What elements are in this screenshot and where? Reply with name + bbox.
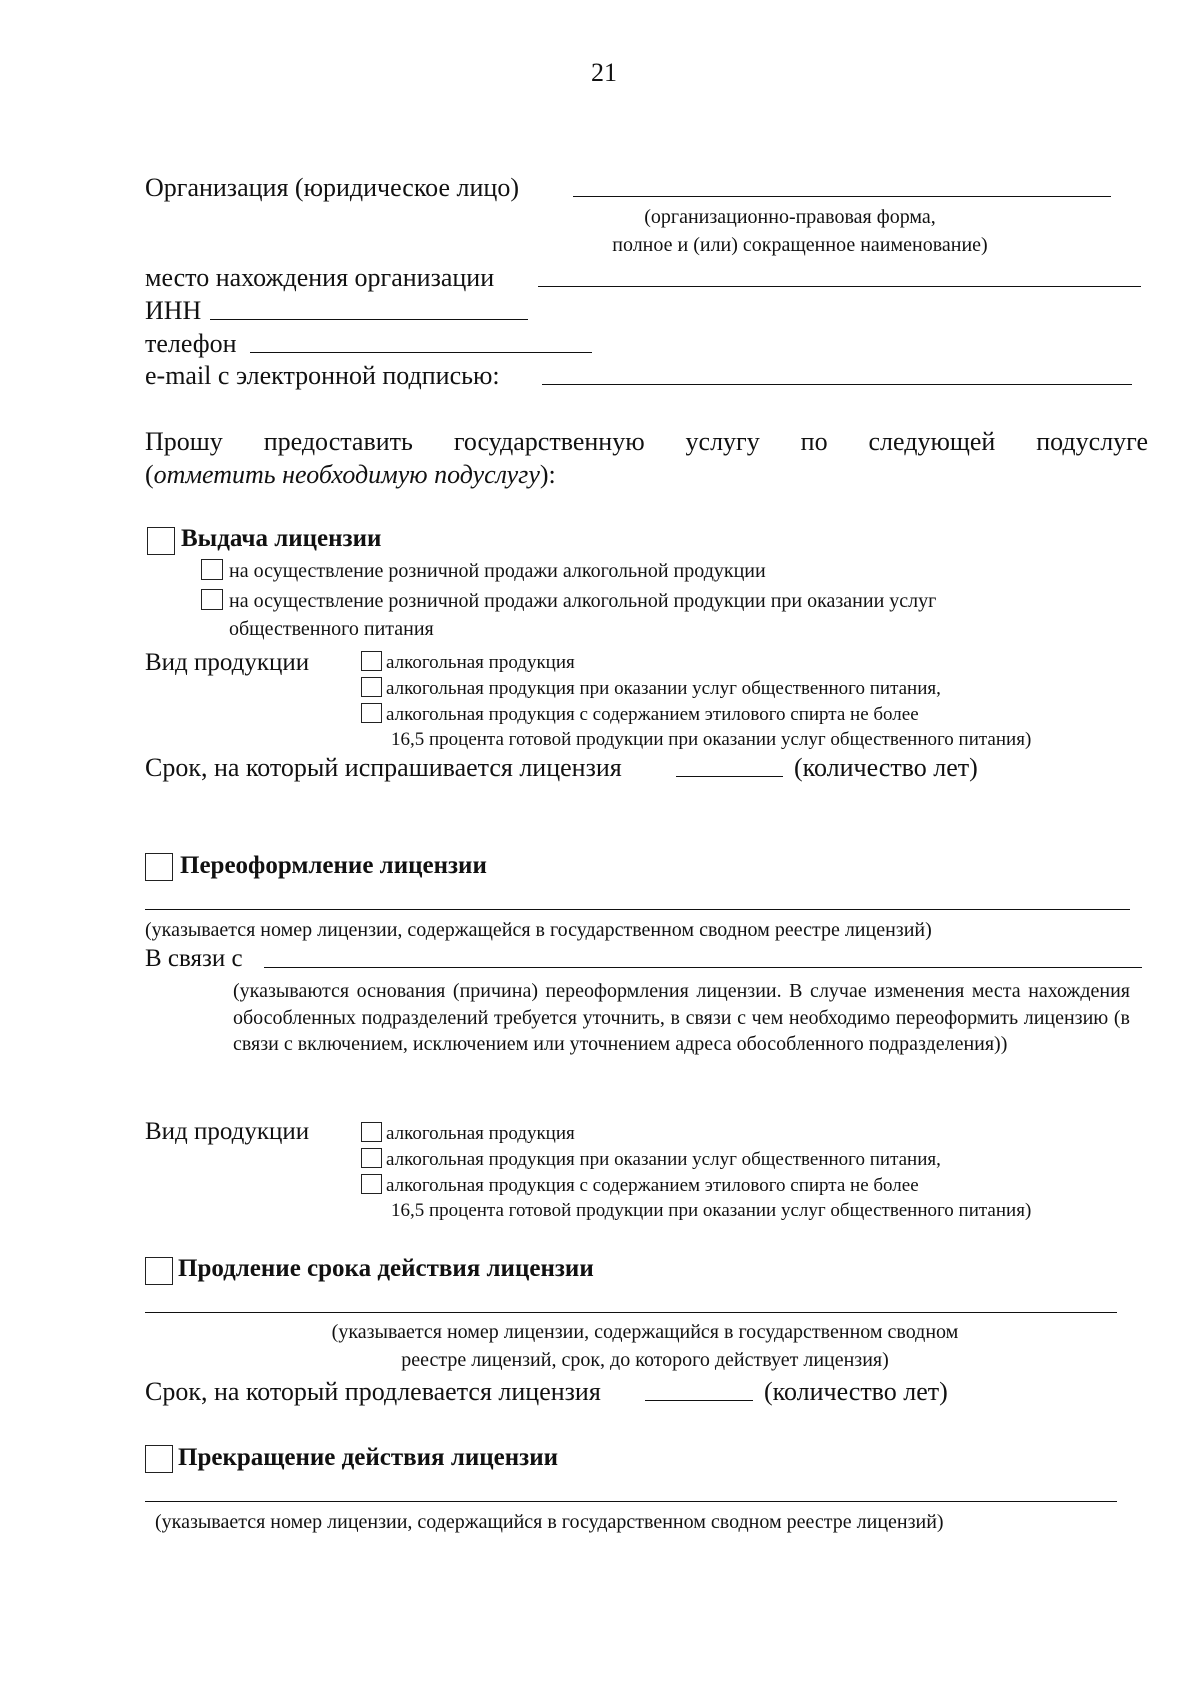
terminate-hint: (указывается номер лицензии, содержащийся в государственном сводном реестре лицензий): [155, 1511, 944, 1533]
location-label: место нахождения организации: [145, 263, 495, 292]
phone-label: телефон: [145, 329, 237, 358]
email-label: e-mail с электронной подписью:: [145, 361, 500, 390]
issue-term-suffix: (количество лет): [794, 753, 978, 782]
reissue-product-low-label-1: алкогольная продукция с содержанием этилового спирта не более: [386, 1175, 919, 1196]
extend-license-checkbox[interactable]: [145, 1257, 173, 1285]
issue-catering-checkbox[interactable]: [201, 589, 223, 610]
reissue-product-alcohol-checkbox[interactable]: [361, 1122, 382, 1142]
issue-product-catering-label: алкогольная продукция при оказании услуг общественного питания,: [386, 678, 941, 699]
inn-label: ИНН: [145, 296, 202, 325]
page-number: 21: [591, 58, 617, 87]
reissue-product-alcohol-label: алкогольная продукция: [386, 1123, 575, 1144]
request-line-1: Прошу предоставить государственную услугу по следующей подуслуге: [145, 427, 1149, 456]
reissue-reason-field[interactable]: [264, 967, 1142, 968]
issue-catering-label-1: на осуществление розничной продажи алкогольной продукции при оказании услуг: [229, 590, 937, 612]
reissue-product-low-checkbox[interactable]: [361, 1174, 382, 1194]
terminate-license-checkbox[interactable]: [145, 1445, 173, 1473]
inn-field[interactable]: [210, 319, 528, 320]
request-line-2: (отметить необходимую подуслугу):: [145, 460, 556, 489]
issue-term-label: Срок, на который испрашивается лицензия: [145, 753, 622, 782]
reissue-product-catering-checkbox[interactable]: [361, 1148, 382, 1168]
extend-number-field[interactable]: [145, 1312, 1117, 1313]
issue-product-low-checkbox[interactable]: [361, 703, 382, 723]
issue-product-catering-checkbox[interactable]: [361, 677, 382, 697]
reissue-product-catering-label: алкогольная продукция при оказании услуг общественного питания,: [386, 1149, 941, 1170]
issue-product-low-label-2: 16,5 процента готовой продукции при оказании услуг общественного питания): [391, 729, 1032, 750]
reissue-reason-label: В связи с: [145, 945, 243, 972]
reissue-number-hint: (указывается номер лицензии, содержащейся в государственном сводном реестре лицензий): [145, 919, 932, 941]
extend-license-title: Продление срока действия лицензии: [178, 1255, 594, 1282]
org-field[interactable]: [573, 196, 1111, 197]
location-field[interactable]: [538, 286, 1141, 287]
reissue-number-field[interactable]: [145, 909, 1130, 910]
issue-catering-label-2: общественного питания: [229, 618, 434, 640]
issue-retail-checkbox[interactable]: [201, 559, 223, 580]
issue-product-label: Вид продукции: [145, 649, 310, 676]
issue-license-checkbox[interactable]: [147, 527, 175, 555]
reissue-license-checkbox[interactable]: [145, 853, 173, 881]
issue-term-field[interactable]: [676, 776, 783, 777]
reissue-license-title: Переоформление лицензии: [180, 852, 487, 879]
reissue-reason-hint: (указываются основания (причина) переоформления лицензии. В случае изменения места нахождения обособленных подразделений требуется уточнить, в связи с чем необходимо переоформить лицензию (в связи с включением, исключением или уточнением адреса обособленного подразделения)): [233, 980, 1130, 1055]
org-label: Организация (юридическое лицо): [145, 173, 519, 202]
extend-term-suffix: (количество лет): [764, 1377, 948, 1406]
extend-hint-2: реестре лицензий, срок, до которого действует лицензия): [401, 1349, 889, 1371]
issue-product-alcohol-checkbox[interactable]: [361, 651, 382, 671]
issue-license-title: Выдача лицензии: [181, 525, 382, 552]
reissue-product-low-label-2: 16,5 процента готовой продукции при оказании услуг общественного питания): [391, 1200, 1032, 1221]
phone-field[interactable]: [250, 352, 592, 353]
extend-hint-1: (указывается номер лицензии, содержащийся в государственном сводном: [331, 1321, 959, 1343]
reissue-product-label: Вид продукции: [145, 1118, 310, 1145]
extend-term-field[interactable]: [645, 1400, 753, 1401]
email-field[interactable]: [542, 384, 1132, 385]
issue-retail-label: на осуществление розничной продажи алкогольной продукции: [229, 560, 766, 582]
org-hint-2: полное и (или) сокращенное наименование): [612, 234, 988, 256]
terminate-license-title: Прекращение действия лицензии: [178, 1444, 559, 1471]
terminate-number-field[interactable]: [145, 1501, 1117, 1502]
issue-product-alcohol-label: алкогольная продукция: [386, 652, 575, 673]
extend-term-label: Срок, на который продлевается лицензия: [145, 1377, 601, 1406]
issue-product-low-label-1: алкогольная продукция с содержанием этилового спирта не более: [386, 704, 919, 725]
org-hint-1: (организационно-правовая форма,: [644, 206, 936, 228]
